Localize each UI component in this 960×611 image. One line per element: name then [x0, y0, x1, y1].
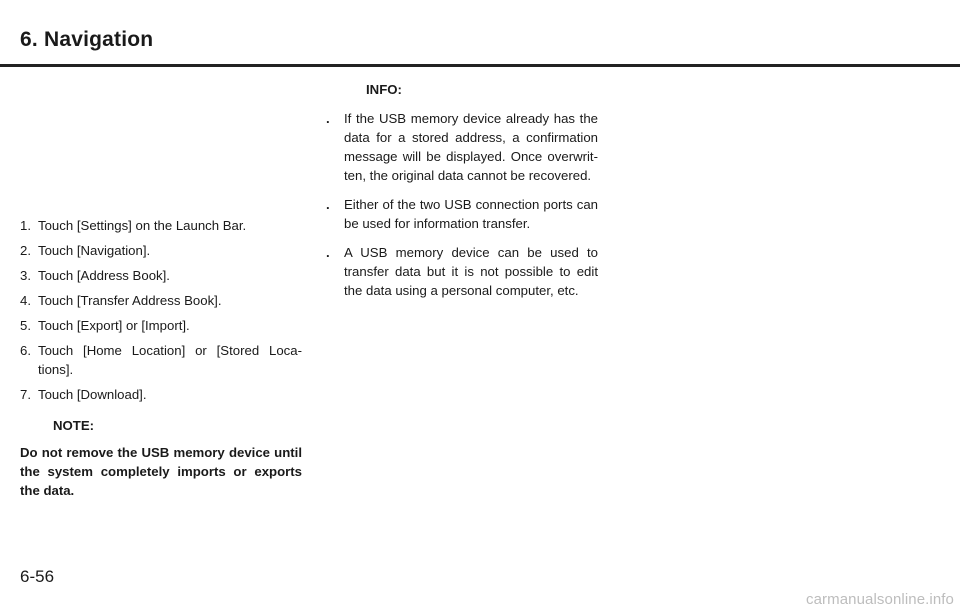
- step-item: [20, 291, 302, 310]
- step-item: [20, 385, 302, 404]
- step-item: [20, 216, 302, 235]
- page-number: 6-56: [20, 567, 55, 586]
- step-text: Touch [Settings] on the Launch Bar.: [38, 218, 247, 233]
- step-number: 4.: [20, 293, 31, 308]
- header-rule: [0, 64, 960, 67]
- step-text: Touch [Address Book].: [38, 268, 170, 283]
- note-heading: NOTE:: [53, 418, 95, 433]
- step-item: [20, 241, 302, 260]
- step-number: 6.: [20, 343, 31, 358]
- step-number: 1.: [20, 218, 31, 233]
- step-item: [20, 266, 302, 285]
- info-item: [324, 195, 598, 233]
- bullet-icon: .: [326, 197, 330, 212]
- step-number: 3.: [20, 268, 31, 283]
- bullet-icon: .: [326, 245, 330, 260]
- info-item: [324, 243, 598, 300]
- note-text: Do not remove the USB memory device until the system completely imports or exports the data.: [20, 445, 302, 498]
- info-text: If the USB memory device already has the data for a stored address, a confirmation message will be displayed. Once overwrit-ten, the original data cannot be recovered.: [344, 111, 598, 183]
- info-item: [324, 109, 598, 185]
- step-item: [20, 341, 302, 379]
- left-column: [20, 216, 302, 500]
- info-text: A USB memory device can be used to transfer data but it is not possible to edit the data using a personal computer, etc.: [344, 245, 598, 298]
- watermark-text[interactable]: carmanualsonline.info: [805, 591, 954, 608]
- info-list: [324, 109, 598, 300]
- step-number: 2.: [20, 243, 31, 258]
- step-number: 7.: [20, 387, 31, 402]
- step-text: Touch [Export] or [Import].: [38, 318, 190, 333]
- info-heading: INFO:: [366, 82, 402, 97]
- step-text: Touch [Navigation].: [38, 243, 151, 258]
- step-item: [20, 316, 302, 335]
- step-number: 5.: [20, 318, 31, 333]
- right-column: [324, 80, 598, 310]
- step-text: Touch [Transfer Address Book].: [38, 293, 222, 308]
- bullet-icon: .: [326, 111, 330, 126]
- section-title: 6. Navigation: [20, 28, 154, 51]
- step-text: Touch [Download].: [38, 387, 147, 402]
- procedure-steps: [20, 216, 302, 404]
- info-text: Either of the two USB connection ports can be used for information transfer.: [344, 197, 598, 231]
- step-text: Touch [Home Location] or [Stored Loca-tions].: [38, 343, 302, 377]
